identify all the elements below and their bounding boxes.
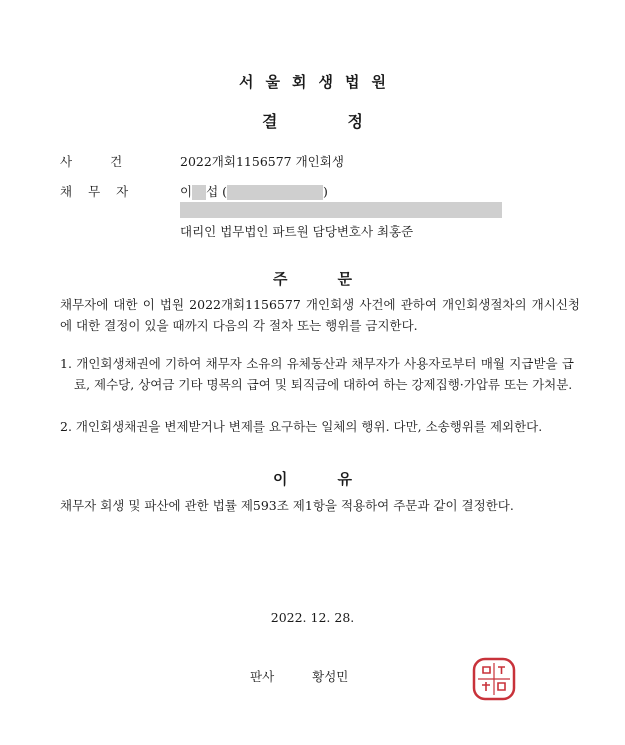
judge-title: 판사 [250, 669, 275, 684]
debtor-paren-open: ( [222, 184, 228, 199]
debtor-paren-close: ) [323, 184, 328, 199]
judge-signature-line [250, 667, 348, 685]
debtor-name-last: 섭 [206, 184, 219, 199]
court-name: 서울회생법원 [239, 73, 398, 91]
decision-date: 2022. 12. 28. [270, 610, 355, 625]
judge-name: 황성민 [312, 669, 349, 684]
representative: 대리인 법무법인 파트원 담당변호사 최홍준 [180, 224, 414, 239]
debtor-name [180, 182, 328, 200]
debtor-name-first: 이 [180, 184, 193, 199]
order-intro: 채무자에 대한 이 법원 2022개회1156577 개인회생 사건에 관하여 개인회생절차의 개시신청에 대한 결정이 있을 때까지 다음의 각 절차 또는 행위를 금지한다. [60, 297, 580, 333]
case-number: 2022개회1156577 개인회생 [180, 154, 344, 169]
document-type: 결정 [262, 112, 433, 131]
reason-text: 채무자 회생 및 파산에 관한 법률 제593조 제1항을 적용하여 주문과 같이 결정한다. [60, 498, 514, 513]
order-item-1: 1. 개인회생채권에 기하여 채무자 소유의 유체동산과 채무자가 사용자로부터 매월 지급받을 급료, 제수당, 상여금 기타 명목의 급여 및 퇴직금에 대하여 하는 강제집행·가압류 또는 가처분. [60, 356, 574, 392]
reason-heading: 이유 [273, 470, 402, 488]
order-heading: 주문 [273, 270, 402, 288]
case-label: 사건 [60, 154, 161, 169]
redaction-bar [192, 185, 206, 200]
address-redaction-bar [180, 202, 502, 218]
order-item-2: 2. 개인회생채권을 변제받거나 변제를 요구하는 일체의 행위. 다만, 소송행위를 제외한다. [60, 419, 543, 434]
redaction-bar [227, 185, 323, 200]
debtor-label: 채무자 [60, 184, 145, 199]
court-seal-icon [470, 655, 518, 703]
